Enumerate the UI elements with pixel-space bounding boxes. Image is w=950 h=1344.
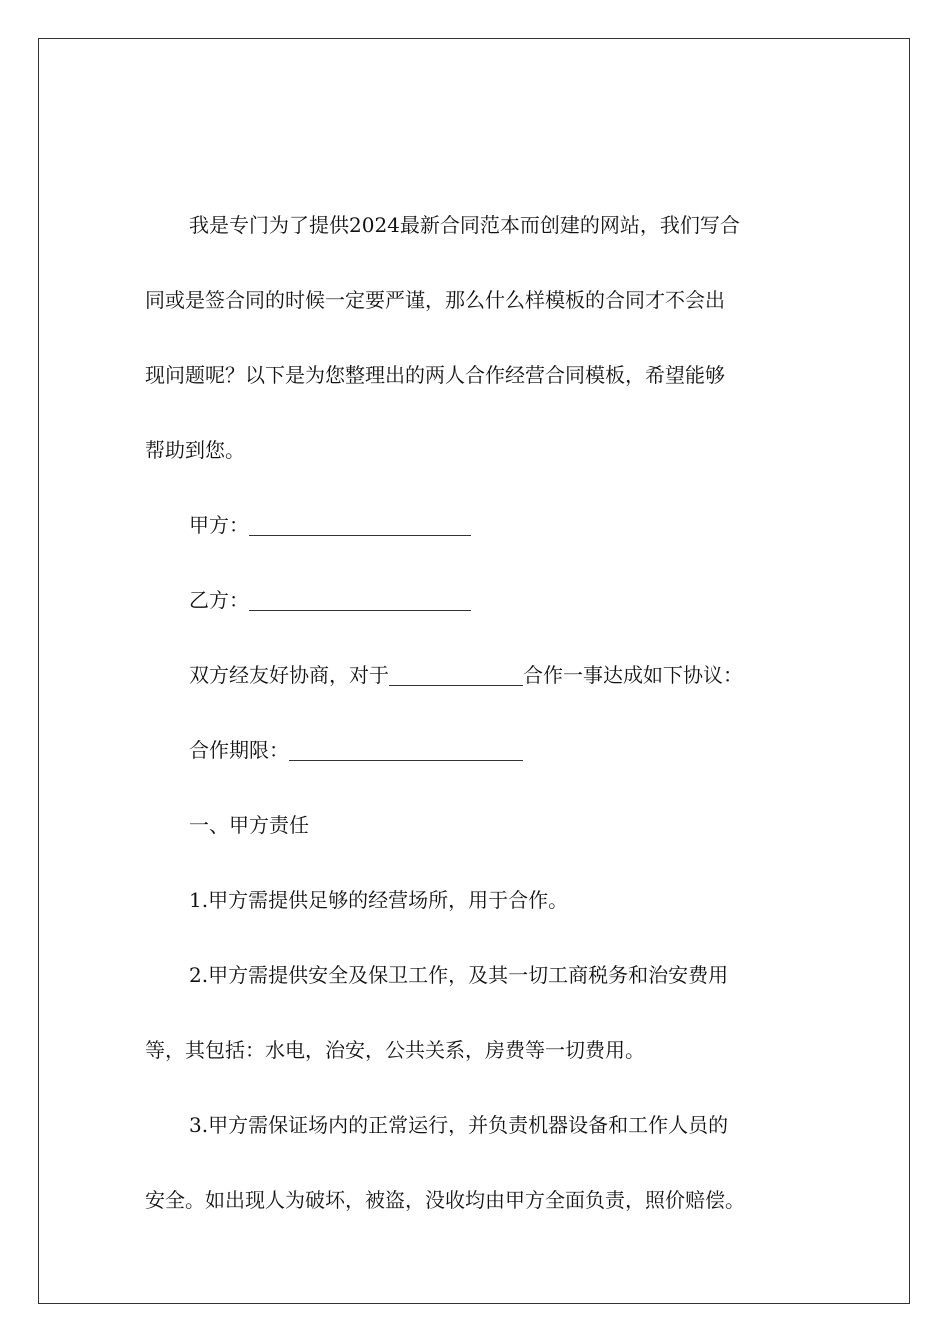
party-b-blank xyxy=(249,588,471,611)
clause-3-line-2: 安全。如出现人为破坏，被盗，没收均由甲方全面负责，照价赔偿。 xyxy=(145,1188,745,1212)
intro-line-3: 现问题呢？以下是为您整理出的两人合作经营合同模板，希望能够 xyxy=(145,363,725,387)
party-a-line xyxy=(145,503,805,578)
clause-1: 1.甲方需提供足够的经营场所，用于合作。 xyxy=(189,888,569,912)
agreement-text-after: 合作一事达成如下协议： xyxy=(523,663,743,687)
intro-line-4: 帮助到您。 xyxy=(145,438,245,462)
party-a-blank xyxy=(249,513,471,536)
term-blank xyxy=(289,738,523,761)
clause-2-line-2: 等，其包括：水电，治安，公共关系，房费等一切费用。 xyxy=(145,1038,645,1062)
agreement-line xyxy=(145,653,805,728)
term-line xyxy=(145,728,805,803)
party-a-label: 甲方： xyxy=(189,513,249,537)
section-1-heading: 一、甲方责任 xyxy=(189,813,309,837)
clause-3-line-1: 3.甲方需保证场内的正常运行，并负责机器设备和工作人员的 xyxy=(189,1113,729,1137)
party-b-line xyxy=(145,578,805,653)
party-b-label: 乙方： xyxy=(189,588,249,612)
clause-2-line-1: 2.甲方需提供安全及保卫工作，及其一切工商税务和治安费用 xyxy=(189,963,729,987)
cooperation-subject-blank xyxy=(389,663,523,686)
contract-body xyxy=(145,203,805,1253)
intro-line-1: 我是专门为了提供2024最新合同范本而创建的网站，我们写合 xyxy=(189,213,740,237)
agreement-text-before: 双方经友好协商，对于 xyxy=(189,663,389,687)
intro-line-2: 同或是签合同的时候一定要严谨，那么什么样模板的合同才不会出 xyxy=(145,288,725,312)
term-label: 合作期限： xyxy=(189,738,289,762)
